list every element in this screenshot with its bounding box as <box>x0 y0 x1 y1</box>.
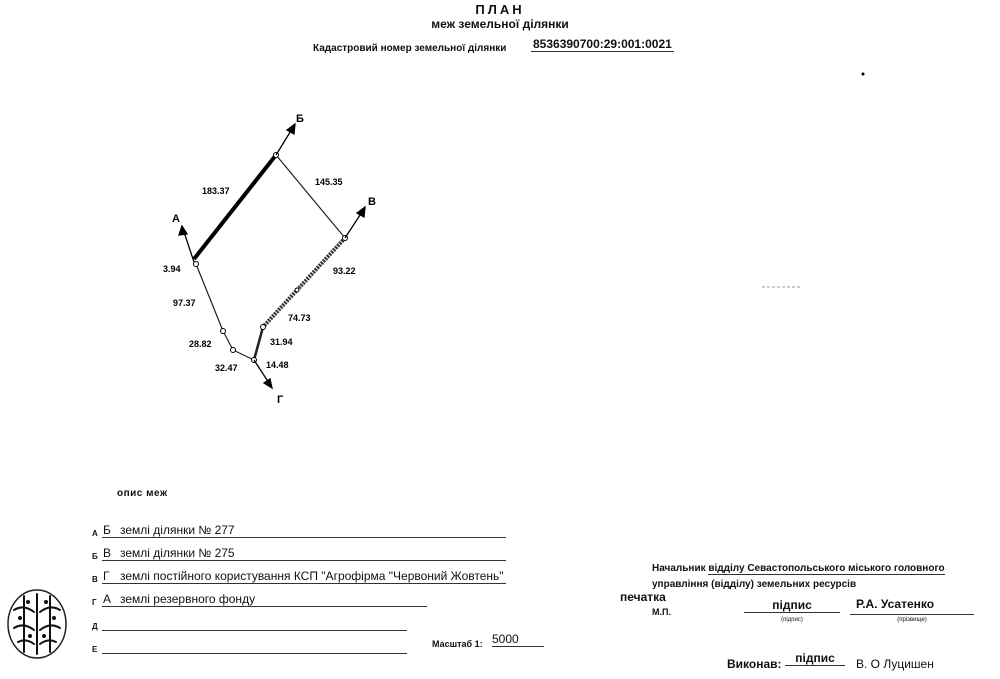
edge-g-a <box>196 264 223 331</box>
executor-signature: підпис <box>785 651 845 666</box>
length-label: 32.47 <box>215 363 238 373</box>
arrow-v <box>345 212 362 238</box>
vertex <box>231 348 236 353</box>
arrow-b-head <box>287 124 295 134</box>
edge-g2 <box>233 350 254 360</box>
length-label: 183.37 <box>202 186 230 196</box>
head-prefix: Начальник <box>652 563 706 574</box>
point-label-a: А <box>172 213 180 225</box>
seal-label: печатка <box>620 590 666 604</box>
edge-b-v <box>276 155 345 238</box>
name-caption: (прізвище) <box>897 617 927 623</box>
row-letter: Г <box>92 598 97 607</box>
arrow-b <box>276 129 292 155</box>
cadastral-number: 8536390700:29:001:0021 <box>533 37 672 51</box>
length-label: 97.37 <box>173 298 196 308</box>
head-org-line2: управління (відділу) земельних ресурсів <box>652 579 857 590</box>
stray-mark <box>862 73 865 76</box>
row-letter: Б <box>92 552 98 561</box>
row-line <box>102 521 506 538</box>
point-label-g: Г <box>277 394 284 406</box>
edge-g1 <box>254 327 263 360</box>
cadastral-label: Кадастровий номер земельної ділянки <box>313 43 507 54</box>
length-label: 3.94 <box>163 264 181 274</box>
edge-a-b <box>194 155 276 259</box>
row-from: А <box>103 592 112 606</box>
vertex-a <box>194 262 199 267</box>
name-line <box>850 614 974 615</box>
arrow-a <box>184 232 194 262</box>
length-label: 145.35 <box>315 177 343 187</box>
scale-value: 5000 <box>492 632 544 647</box>
head-name: Р.А. Усатенко <box>856 597 935 611</box>
row-desc: землі ділянки № 277 <box>120 523 235 537</box>
length-label: 28.82 <box>189 339 212 349</box>
signature-caption: (підпис) <box>781 617 803 623</box>
executor-name: В. О Луцишен <box>856 657 934 671</box>
length-label: 74.73 <box>288 313 311 323</box>
scale-label: Масштаб 1: <box>432 639 483 649</box>
head-position <box>652 563 945 574</box>
row-letter: Е <box>92 645 98 654</box>
row-from: Г <box>103 569 110 583</box>
vertex <box>295 288 299 292</box>
arrow-g-head <box>264 379 272 388</box>
row-line <box>102 590 427 607</box>
point-label-v: В <box>368 196 376 208</box>
row-desc: землі резервного фонду <box>120 592 256 606</box>
row-letter: В <box>92 575 98 584</box>
vertex <box>221 329 226 334</box>
head-org: відділу Севастопольського міського головного <box>708 563 945 574</box>
row-line <box>102 637 407 654</box>
length-label: 31.94 <box>270 337 293 347</box>
row-from: В <box>103 546 112 560</box>
row-from: Б <box>103 523 111 537</box>
page-subtitle: меж земельної ділянки <box>431 17 569 31</box>
row-line <box>102 567 506 584</box>
mp-label: М.П. <box>652 607 671 617</box>
emblem-icon <box>6 588 68 660</box>
arrow-v-head <box>357 207 365 217</box>
length-label: 14.48 <box>266 360 289 370</box>
row-line <box>102 614 407 631</box>
length-label: 93.22 <box>333 266 356 276</box>
row-desc: землі постійного користування КСП "Агрофірма "Червоний Жовтень" <box>120 569 504 583</box>
boundaries-title: опис меж <box>117 488 168 499</box>
page-title: ПЛАН <box>475 2 525 17</box>
row-line <box>102 544 506 561</box>
row-letter: Д <box>92 622 98 631</box>
point-label-b: Б <box>296 113 304 125</box>
executor-label: Виконав: <box>727 657 782 671</box>
head-signature: підпис <box>744 598 840 613</box>
row-desc: землі ділянки № 275 <box>120 546 235 560</box>
row-letter: А <box>92 529 98 538</box>
arrow-a-head <box>179 226 187 235</box>
edge-g3 <box>223 331 233 350</box>
vertex <box>261 325 266 330</box>
